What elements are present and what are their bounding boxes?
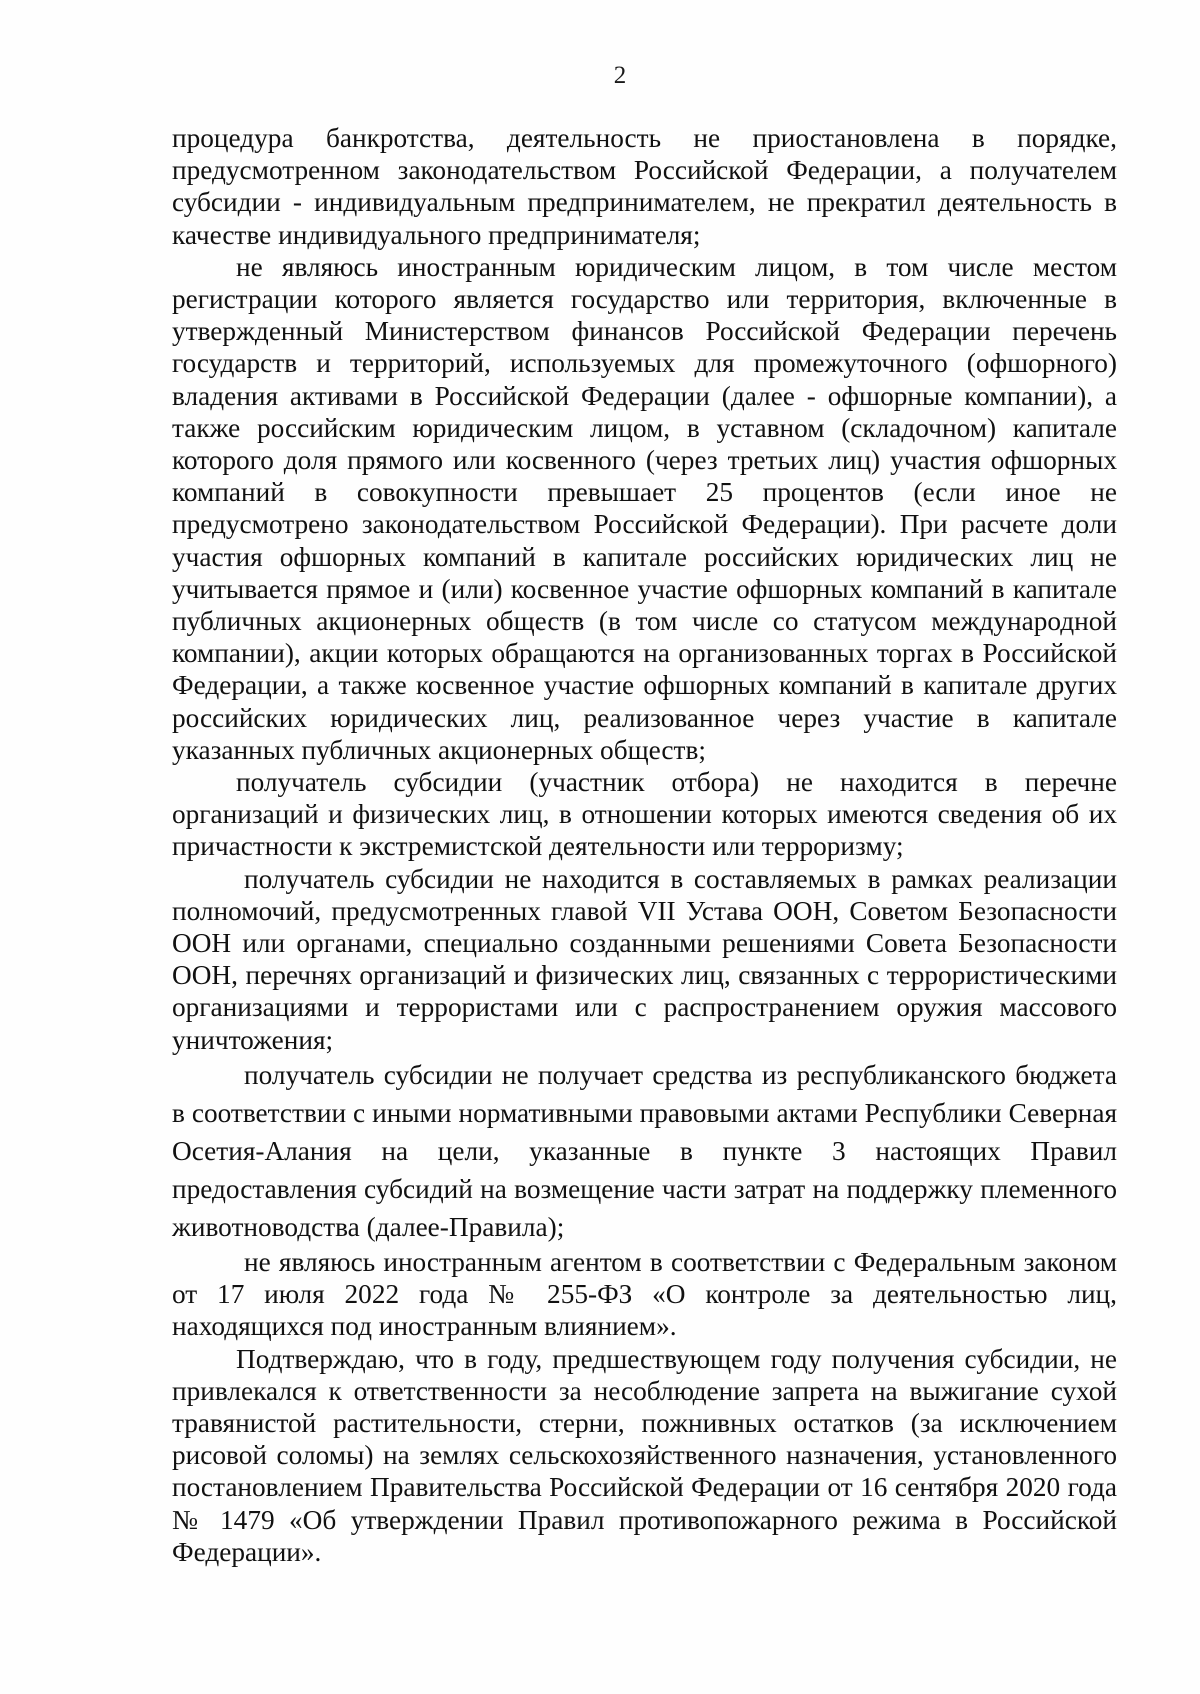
paragraph-extremism-list: получатель субсидии (участник отбора) не находится в перечне организаций и физических лиц, в отношении которых имеются сведения об их причастности к экстремистской деятельности или терроризму; (172, 767, 1117, 862)
paragraph-un-security-council: получатель субсидии не находится в составляемых в рамках реализации полномочий, предусмотренных главой VII Устава ООН, Советом Безопасности ООН или органами, специально созданными решениями Совета Безопасности ООН, перечнях организаций и физических лиц, связанных с террористическими организациями и террористами или с распространением оружия массового уничтожения; (172, 863, 1117, 1055)
page-number: 2 (613, 62, 627, 89)
paragraph-burning-prohibition: Подтверждаю, что в году, предшествующем году получения субсидии, не привлекался к ответственности за несоблюдение запрета на выжигание сухой травянистой растительности, стерни, пожнивных остатков (за исключением рисовой соломы) на землях сельскохозяйственного назначения, установленного постановлением Правительства Российской Федерации от 16 сентября 2020 года № 1479 «Об утверждении Правил противопожарного режима в Российской Федерации». (172, 1343, 1117, 1567)
paragraph-offshore-companies: не являюсь иностранным юридическим лицом, в том числе местом регистрации которого является государство или территория, включенные в утвержденный Министерством финансов Российской Федерации перечень государств и территорий, используемых для промежуточного (офшорного) владения активами в Российской Федерации (далее - офшорные компании), а также российским юридическим лицом, в уставном (складочном) капитале которого доля прямого или косвенного (через третьих лиц) участия офшорных компаний в совокупности превышает 25 процентов (если иное не предусмотрено законодательством Российской Федерации). При расчете доли участия офшорных компаний в капитале российских юридических лиц не учитывается прямое и (или) косвенное участие офшорных компаний в капитале публичных акционерных обществ (в том числе со статусом международной компании), акции которых обращаются на организованных торгах в Российской Федерации, а также косвенное участие офшорных компаний в капитале других российских юридических лиц, реализованное через участие в капитале указанных публичных акционерных обществ; (172, 251, 1117, 765)
paragraph-bankruptcy-continuation: процедура банкротства, деятельность не приостановлена в порядке, предусмотренном законодательством Российской Федерации, а получателем субсидии - индивидуальным предпринимателем, не прекратил деятельность в качестве индивидуального предпринимателя; (172, 123, 1117, 250)
document-body (172, 122, 1117, 1568)
paragraph-republican-budget: получатель субсидии не получает средства из республиканского бюджета в соответствии с иными нормативными правовыми актами Республики Северная Осетия-Алания на цели, указанные в пункте 3 настоящих Правил предоставления субсидий на возмещение части затрат на поддержку племенного животноводства (далее-Правила); (172, 1059, 1117, 1242)
paragraph-foreign-agent: не являюсь иностранным агентом в соответствии с Федеральным законом от 17 июля 2022 года № 255-ФЗ «О контроле за деятельностью лиц, находящихся под иностранным влиянием». (172, 1246, 1117, 1342)
